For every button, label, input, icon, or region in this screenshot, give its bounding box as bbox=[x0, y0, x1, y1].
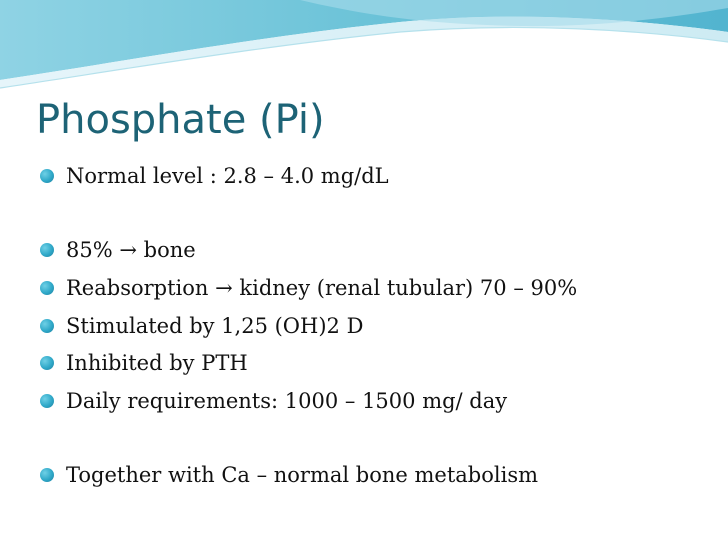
bullet-icon bbox=[40, 394, 54, 408]
bullet-item bbox=[40, 235, 196, 265]
slide-title: Phosphate (Pi) bbox=[36, 97, 325, 143]
bullet-icon bbox=[40, 356, 54, 370]
bullet-icon bbox=[40, 243, 54, 257]
bullet-item bbox=[40, 161, 389, 191]
bullet-item bbox=[40, 348, 248, 378]
bullet-text: 85% → bone bbox=[66, 238, 196, 262]
bullet-text: Normal level : 2.8 – 4.0 mg/dL bbox=[66, 164, 389, 188]
bullet-icon bbox=[40, 468, 54, 482]
bullet-icon bbox=[40, 281, 54, 295]
bullet-icon bbox=[40, 319, 54, 333]
bullet-icon bbox=[40, 169, 54, 183]
bullet-item bbox=[40, 311, 363, 341]
bullet-text: Inhibited by PTH bbox=[66, 351, 248, 375]
bullet-text: Together with Ca – normal bone metabolism bbox=[66, 463, 539, 487]
bullet-text: Daily requirements: 1000 – 1500 mg/ day bbox=[66, 389, 508, 413]
bullet-item bbox=[40, 273, 577, 303]
bullet-item bbox=[40, 460, 538, 490]
bullet-item bbox=[40, 386, 507, 416]
bullet-text: Stimulated by 1,25 (OH)2 D bbox=[66, 314, 364, 338]
bullet-text: Reabsorption → kidney (renal tubular) 70 – 90% bbox=[66, 276, 578, 300]
